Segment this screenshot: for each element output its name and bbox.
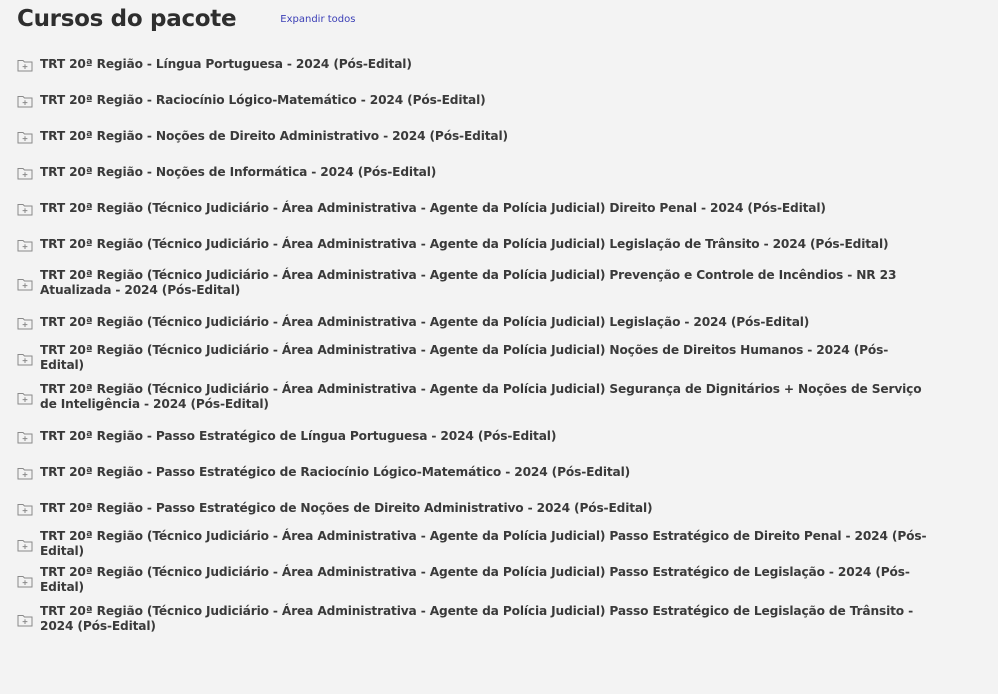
course-title: TRT 20ª Região - Passo Estratégico de Língua Portuguesa - 2024 (Pós-Edital) [40,428,557,443]
course-item[interactable] [17,82,981,118]
folder-plus-icon[interactable] [17,93,33,107]
section-header [17,6,981,40]
course-title: TRT 20ª Região - Passo Estratégico de Raciocínio Lógico-Matemático - 2024 (Pós-Edital) [40,464,631,479]
course-item[interactable] [17,376,981,418]
folder-plus-icon[interactable] [17,351,33,365]
course-item[interactable] [17,304,981,340]
folder-plus-icon[interactable] [17,315,33,329]
course-item[interactable] [17,490,981,526]
course-item[interactable] [17,118,981,154]
course-title: TRT 20ª Região - Raciocínio Lógico-Matemático - 2024 (Pós-Edital) [40,92,486,107]
course-item[interactable] [17,190,981,226]
course-item[interactable] [17,418,981,454]
course-title: TRT 20ª Região - Língua Portuguesa - 2024 (Pós-Edital) [40,56,412,71]
course-title: TRT 20ª Região - Passo Estratégico de Noções de Direito Administrativo - 2024 (Pós-Edital) [40,500,653,515]
folder-plus-icon[interactable] [17,537,33,551]
course-title: TRT 20ª Região (Técnico Judiciário - Área Administrativa - Agente da Polícia Judicial) Segurança de Dignitários + Noções de Serviço de Inteligência - 2024 (Pós-Edital) [40,382,922,411]
folder-plus-icon[interactable] [17,465,33,479]
folder-plus-icon[interactable] [17,201,33,215]
folder-plus-icon[interactable] [17,390,33,404]
course-title: TRT 20ª Região (Técnico Judiciário - Área Administrativa - Agente da Polícia Judicial) Passo Estratégico de Legislação - 2024 (Pós-Edital) [40,565,910,594]
course-item[interactable] [17,598,981,640]
folder-plus-icon[interactable] [17,237,33,251]
course-item[interactable] [17,562,981,598]
folder-plus-icon[interactable] [17,129,33,143]
folder-plus-icon[interactable] [17,429,33,443]
folder-plus-icon[interactable] [17,612,33,626]
course-title: TRT 20ª Região (Técnico Judiciário - Área Administrativa - Agente da Polícia Judicial) Noções de Direitos Humanos - 2024 (Pós-Edital) [40,343,889,372]
folder-plus-icon[interactable] [17,573,33,587]
expand-all-link[interactable]: Expandir todos [280,14,356,25]
course-item[interactable] [17,154,981,190]
course-title: TRT 20ª Região (Técnico Judiciário - Área Administrativa - Agente da Polícia Judicial) Legislação - 2024 (Pós-Edital) [40,314,810,329]
folder-plus-icon[interactable] [17,165,33,179]
course-list [17,46,981,640]
course-title: TRT 20ª Região - Noções de Informática - 2024 (Pós-Edital) [40,164,437,179]
course-item[interactable] [17,526,981,562]
course-title: TRT 20ª Região (Técnico Judiciário - Área Administrativa - Agente da Polícia Judicial) Direito Penal - 2024 (Pós-Edital) [40,200,826,215]
folder-plus-icon[interactable] [17,276,33,290]
course-item[interactable] [17,340,981,376]
course-title: TRT 20ª Região (Técnico Judiciário - Área Administrativa - Agente da Polícia Judicial) Passo Estratégico de Direito Penal - 2024 (Pós-Edital) [40,529,927,558]
course-item[interactable] [17,46,981,82]
folder-plus-icon[interactable] [17,501,33,515]
course-title: TRT 20ª Região (Técnico Judiciário - Área Administrativa - Agente da Polícia Judicial) Prevenção e Controle de Incêndios - NR 23 Atualizada - 2024 (Pós-Edital) [40,268,897,297]
folder-plus-icon[interactable] [17,57,33,71]
course-title: TRT 20ª Região (Técnico Judiciário - Área Administrativa - Agente da Polícia Judicial) Legislação de Trânsito - 2024 (Pós-Edital) [40,236,889,251]
course-title: TRT 20ª Região - Noções de Direito Administrativo - 2024 (Pós-Edital) [40,128,508,143]
course-title: TRT 20ª Região (Técnico Judiciário - Área Administrativa - Agente da Polícia Judicial) Passo Estratégico de Legislação de Trânsito - 2024 (Pós-Edital) [40,604,914,633]
page-title: Cursos do pacote [17,6,237,32]
course-item[interactable] [17,262,981,304]
course-item[interactable] [17,454,981,490]
course-item[interactable] [17,226,981,262]
